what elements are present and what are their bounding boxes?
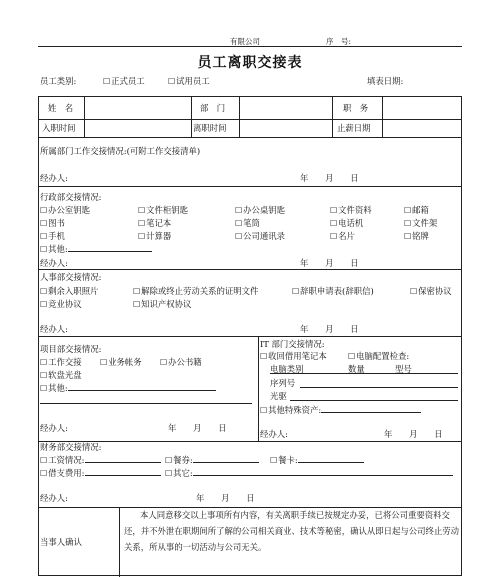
join-date-field[interactable]	[85, 119, 189, 135]
leave-date-label: 离职时间	[193, 123, 227, 133]
col-divider	[332, 97, 333, 137]
project-handler-label: 经办人:	[40, 423, 68, 433]
col-divider	[258, 336, 259, 441]
checkbox-admin-item[interactable]: ☐ 计算器	[138, 230, 171, 242]
position-label: 职 务	[343, 103, 369, 113]
project-date: 年 月 日	[168, 423, 227, 433]
checkbox-admin-item[interactable]: ☐ 文件架	[404, 217, 437, 229]
dept-label: 部 门	[200, 103, 226, 113]
checkbox-hr-item[interactable]: ☐ 竞业协议	[40, 298, 82, 310]
finance-date: 年 月 日	[196, 493, 255, 503]
finance-handler-label: 经办人:	[40, 493, 68, 503]
checkbox-admin-item[interactable]: ☐ 办公桌钥匙	[235, 204, 285, 216]
project-other-line-2	[40, 403, 252, 404]
it-other-line	[321, 404, 421, 413]
join-date-label: 入职时间	[42, 123, 76, 133]
checkbox-admin-item[interactable]: ☐ 图书	[40, 217, 65, 229]
checkbox-admin-item[interactable]: ☐ 笔筒	[235, 217, 260, 229]
checkbox-admin-item[interactable]: ☐ 邮箱	[404, 204, 429, 216]
it-serial-label: 序列号	[270, 378, 296, 388]
checkbox-project-item[interactable]: ☐ 业务帐务	[100, 356, 142, 368]
row-divider	[39, 186, 461, 187]
form-title: 员工离职交接表	[197, 55, 303, 71]
checkbox-it-config-check[interactable]: ☐ 电脑配置检查:	[348, 350, 409, 362]
checkbox-admin-other[interactable]: ☐ 其他:	[40, 243, 152, 255]
row-divider	[39, 336, 461, 337]
checkbox-admin-item[interactable]: ☐ 铭牌	[404, 230, 429, 242]
finance-heading: 财务部交接情况:	[40, 442, 102, 452]
it-pc-type-label: 电脑类别	[270, 364, 304, 374]
dept-handover-heading: 所属部门工作交接情况:(可附工作交接清单)	[40, 146, 201, 156]
checkbox-admin-item[interactable]: ☐ 电话机	[330, 217, 363, 229]
checkbox-finance-salary[interactable]: ☐ 工资情况:	[40, 454, 161, 466]
checkbox-it-other-assets[interactable]: ☐ 其他特殊资产:	[260, 404, 421, 416]
it-optical-line	[290, 400, 458, 401]
finance-other-line	[193, 467, 453, 476]
finance-meal-card-line	[298, 454, 364, 463]
dept-date: 年 月 日	[300, 173, 359, 183]
project-other-line	[68, 382, 216, 391]
name-field[interactable]	[85, 98, 189, 116]
it-qty-label: 数量	[348, 364, 365, 374]
project-heading: 项目部交接情况:	[40, 344, 102, 354]
it-date: 年 月 日	[384, 429, 443, 439]
confirm-label: 当事人确认	[40, 537, 82, 547]
checkbox-regular-employee[interactable]: ☐ 正式员工	[103, 75, 145, 87]
checkbox-trial-employee[interactable]: ☐ 试用员工	[168, 75, 210, 87]
checkbox-project-item[interactable]: ☐ 工作交接	[40, 356, 82, 368]
checkbox-finance-meal-card[interactable]: ☐ 餐卡:	[270, 454, 364, 466]
checkbox-hr-item[interactable]: ☐ 解除或终止劳动关系的证明文件	[133, 285, 258, 297]
hr-handler-label: 经办人:	[40, 324, 68, 334]
checkbox-project-item[interactable]: ☐ 办公书籍	[160, 356, 202, 368]
name-label: 姓 名	[48, 103, 74, 113]
serial-label: 序 号:	[326, 37, 352, 46]
col-divider	[191, 97, 192, 137]
col-divider	[119, 507, 120, 577]
confirm-text: 本人同意移交以上事项所有内容，有关离职手续已按规定办妥，已将公司重要资料交还，并不外泄在职期间所了解的公司相关商业、技术等秘密，确认从即日起与公司终止劳动关系，所从事的一切活动与公司无关。	[124, 510, 459, 552]
it-model-label: 型号	[395, 364, 412, 374]
pay-stop-date-label: 止薪日期	[337, 123, 371, 133]
checkbox-hr-item[interactable]: ☐ 保密协议	[410, 285, 452, 297]
checkbox-admin-item[interactable]: ☐ 笔记本	[138, 217, 171, 229]
hr-heading: 人事部交接情况:	[40, 272, 102, 282]
employee-type-label: 员工类别:	[40, 76, 77, 86]
checkbox-hr-item[interactable]: ☐ 辞职申请表(辞职信)	[292, 285, 374, 297]
admin-date: 年 月 日	[300, 258, 359, 268]
checkbox-project-other[interactable]: ☐ 其他:	[40, 382, 216, 394]
checkbox-admin-item[interactable]: ☐ 办公室钥匙	[40, 204, 90, 216]
finance-salary-line	[85, 454, 161, 463]
checkbox-hr-item[interactable]: ☐ 知识产权协议	[133, 298, 191, 310]
checkbox-it-laptop[interactable]: ☐ 收回借用笔记本	[260, 350, 327, 362]
company-label: 有限公司	[230, 37, 260, 46]
finance-loan-line	[85, 467, 161, 476]
it-heading: IT 部门交接情况:	[260, 339, 325, 349]
row-divider	[39, 137, 461, 138]
checkbox-admin-item[interactable]: ☐ 公司通讯录	[235, 230, 285, 242]
checkbox-finance-loan[interactable]: ☐ 借支费用:	[40, 467, 161, 479]
it-serial-line	[300, 387, 458, 388]
dept-handler-label: 经办人:	[40, 173, 68, 183]
checkbox-hr-item[interactable]: ☐ 剩余入职照片	[40, 285, 98, 297]
checkbox-finance-meal[interactable]: ☐ 餐券:	[165, 454, 259, 466]
admin-handler-label: 经办人:	[40, 258, 68, 268]
checkbox-admin-item[interactable]: ☐ 名片	[330, 230, 355, 242]
handover-table	[38, 96, 462, 576]
fill-date-label: 填表日期:	[367, 76, 404, 86]
row-divider	[39, 269, 461, 270]
finance-meal-line	[193, 454, 259, 463]
checkbox-admin-item[interactable]: ☐ 手机	[40, 230, 65, 242]
it-handler-label: 经办人:	[260, 429, 288, 439]
checkbox-admin-item[interactable]: ☐ 文件柜钥匙	[138, 204, 188, 216]
pay-stop-date-field[interactable]	[383, 119, 461, 135]
admin-heading: 行政部交接情况:	[40, 192, 102, 202]
position-field[interactable]	[383, 98, 461, 116]
it-row-line	[270, 373, 458, 374]
it-optical-label: 光驱	[270, 391, 287, 401]
leave-date-field[interactable]	[240, 119, 330, 135]
row-divider	[39, 441, 461, 442]
dept-field[interactable]	[240, 98, 330, 116]
checkbox-admin-item[interactable]: ☐ 文件资料	[330, 204, 372, 216]
checkbox-finance-other[interactable]: ☐ 其它:	[165, 467, 453, 479]
header-rule	[38, 46, 462, 47]
hr-date: 年 月 日	[300, 324, 359, 334]
admin-other-line	[68, 243, 152, 252]
checkbox-project-item[interactable]: ☐ 软盘光盘	[40, 369, 82, 381]
